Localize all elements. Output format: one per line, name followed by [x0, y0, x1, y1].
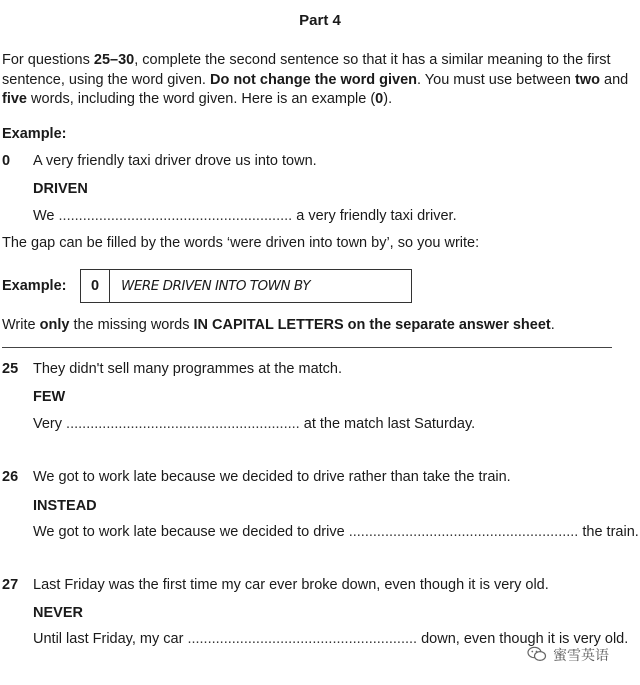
- gap-start: We: [33, 208, 55, 224]
- instr-text: sentence, using the word given.: [2, 72, 210, 88]
- gap-dots[interactable]: .........................................................: [187, 631, 418, 647]
- divider: [2, 347, 612, 348]
- instr-emphasis: 0: [375, 91, 384, 107]
- gap-start: Until last Friday, my car: [33, 631, 184, 647]
- instructions-line-3: [2, 91, 392, 107]
- instr-emphasis: two: [575, 72, 600, 88]
- question-sentence: Last Friday was the first time my car ever broke down, even though it is very old.: [33, 577, 549, 593]
- question-sentence: We got to work late because we decided to drive rather than take the train.: [33, 469, 511, 485]
- instructions-line-1: [2, 52, 611, 68]
- example-box-number: 0: [81, 270, 110, 302]
- example-box-label: Example:: [2, 278, 67, 294]
- question-keyword: NEVER: [33, 605, 83, 621]
- example-sentence: A very friendly taxi driver drove us into town.: [33, 153, 317, 169]
- instructions-line-2: [2, 72, 628, 88]
- instr-text: Write: [2, 317, 40, 333]
- gap-dots: ..........................................................: [58, 208, 293, 224]
- instr-text: . You must use between: [417, 72, 576, 88]
- instr-text: For questions: [2, 52, 94, 68]
- instr-text: , complete the second sentence so that it has a similar meaning to the first: [134, 52, 611, 68]
- instr-emphasis: five: [2, 91, 27, 107]
- example-explanation: The gap can be filled by the words ‘were driven into town by’, so you write:: [2, 235, 480, 251]
- instr-emphasis: Do not change the word given: [209, 72, 418, 88]
- instr-text: .: [550, 317, 555, 333]
- gap-end: at the match last Saturday.: [303, 416, 476, 432]
- example-answer-box: [80, 269, 412, 303]
- gap-start: Very: [33, 416, 63, 432]
- question-number: 26: [2, 469, 19, 485]
- example-heading: Example:: [2, 126, 67, 142]
- instr-text: words, including the word given. Here is an example (: [27, 91, 376, 107]
- question-sentence: They didn't sell many programmes at the match.: [33, 361, 343, 377]
- gap-start: We got to work late because we decided to drive: [33, 524, 345, 540]
- wechat-icon: [527, 646, 547, 662]
- gap-end: the train.: [582, 524, 639, 540]
- write-instruction: [2, 317, 555, 333]
- example-number: 0: [2, 153, 11, 169]
- example-gap-sentence: [33, 208, 457, 224]
- watermark-text: 蜜雪英语: [553, 648, 609, 664]
- instr-text: the missing words: [69, 317, 194, 333]
- question-keyword: INSTEAD: [33, 498, 97, 514]
- page-title: Part 4: [299, 12, 341, 29]
- instr-emphasis: IN CAPITAL LETTERS on the separate answer sheet: [193, 317, 551, 333]
- instr-text: and: [599, 72, 629, 88]
- question-gap-sentence: [33, 631, 628, 647]
- gap-dots[interactable]: .........................................................: [348, 524, 579, 540]
- question-gap-sentence: [33, 416, 475, 432]
- question-number: 25: [2, 361, 19, 377]
- question-range: 25–30: [93, 52, 135, 68]
- gap-end: down, even though it is very old.: [421, 631, 629, 647]
- example-box-answer: WERE DRIVEN INTO TOWN BY: [121, 278, 311, 294]
- instr-emphasis: only: [39, 317, 70, 333]
- gap-dots[interactable]: ..........................................................: [66, 416, 300, 432]
- question-number: 27: [2, 577, 19, 593]
- instr-text: ).: [383, 91, 393, 107]
- question-keyword: FEW: [33, 389, 66, 405]
- example-keyword: DRIVEN: [33, 181, 88, 197]
- question-gap-sentence: [33, 524, 639, 540]
- gap-end: a very friendly taxi driver.: [296, 208, 457, 224]
